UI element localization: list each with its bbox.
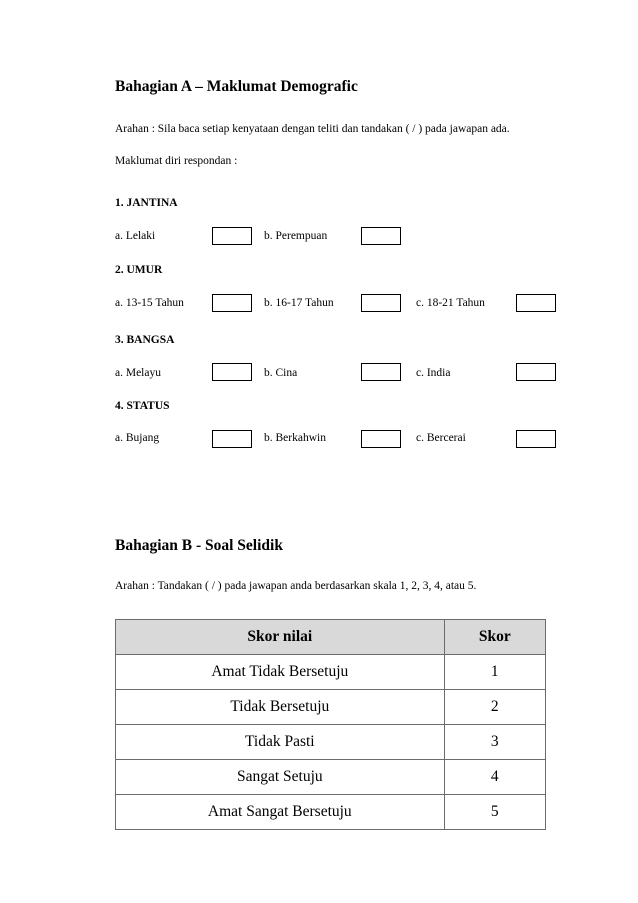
- scale-label: Amat Sangat Bersetuju: [116, 795, 445, 830]
- checkbox-13-15[interactable]: [212, 294, 252, 312]
- option-label: c. Bercerai: [416, 432, 466, 444]
- option-label: b. Cina: [264, 367, 298, 379]
- option-label: a. 13-15 Tahun: [115, 297, 184, 309]
- table-row: [116, 760, 546, 795]
- checkbox-perempuan[interactable]: [361, 227, 401, 245]
- table-header-row: [116, 620, 546, 655]
- checkbox-melayu[interactable]: [212, 363, 252, 381]
- checkbox-lelaki[interactable]: [212, 227, 252, 245]
- option-label: b. 16-17 Tahun: [264, 297, 334, 309]
- respondent-intro: Maklumat diri respondan :: [115, 155, 238, 167]
- score-scale-table: [115, 619, 546, 830]
- column-header-score-value: Skor nilai: [116, 620, 445, 655]
- table-row: [116, 725, 546, 760]
- checkbox-bujang[interactable]: [212, 430, 252, 448]
- question-gender-heading: 1. JANTINA: [115, 197, 178, 209]
- scale-label: Amat Tidak Bersetuju: [116, 655, 445, 690]
- scale-score: 4: [444, 760, 545, 795]
- scale-label: Tidak Pasti: [116, 725, 445, 760]
- section-b-title: Bahagian B - Soal Selidik: [115, 537, 283, 554]
- scale-label: Tidak Bersetuju: [116, 690, 445, 725]
- checkbox-18-21[interactable]: [516, 294, 556, 312]
- checkbox-berkahwin[interactable]: [361, 430, 401, 448]
- section-a-instruction: Arahan : Sila baca setiap kenyataan dengan teliti dan tandakan ( / ) pada jawapan ada.: [115, 123, 510, 135]
- option-label: c. India: [416, 367, 451, 379]
- scale-score: 2: [444, 690, 545, 725]
- table-row: [116, 690, 546, 725]
- scale-label: Sangat Setuju: [116, 760, 445, 795]
- option-label: a. Melayu: [115, 367, 161, 379]
- option-label: b. Perempuan: [264, 230, 328, 242]
- checkbox-bercerai[interactable]: [516, 430, 556, 448]
- table-row: [116, 795, 546, 830]
- question-age-heading: 2. UMUR: [115, 264, 163, 276]
- column-header-score: Skor: [444, 620, 545, 655]
- scale-score: 1: [444, 655, 545, 690]
- option-label: a. Lelaki: [115, 230, 156, 242]
- checkbox-india[interactable]: [516, 363, 556, 381]
- scale-score: 5: [444, 795, 545, 830]
- checkbox-16-17[interactable]: [361, 294, 401, 312]
- section-b-instruction: Arahan : Tandakan ( / ) pada jawapan anda berdasarkan skala 1, 2, 3, 4, atau 5.: [115, 580, 477, 592]
- option-label: b. Berkahwin: [264, 432, 326, 444]
- section-a-title: Bahagian A – Maklumat Demografic: [115, 78, 358, 95]
- question-status-heading: 4. STATUS: [115, 400, 170, 412]
- table-row: [116, 655, 546, 690]
- scale-score: 3: [444, 725, 545, 760]
- option-label: a. Bujang: [115, 432, 160, 444]
- checkbox-cina[interactable]: [361, 363, 401, 381]
- question-race-heading: 3. BANGSA: [115, 334, 175, 346]
- option-label: c. 18-21 Tahun: [416, 297, 485, 309]
